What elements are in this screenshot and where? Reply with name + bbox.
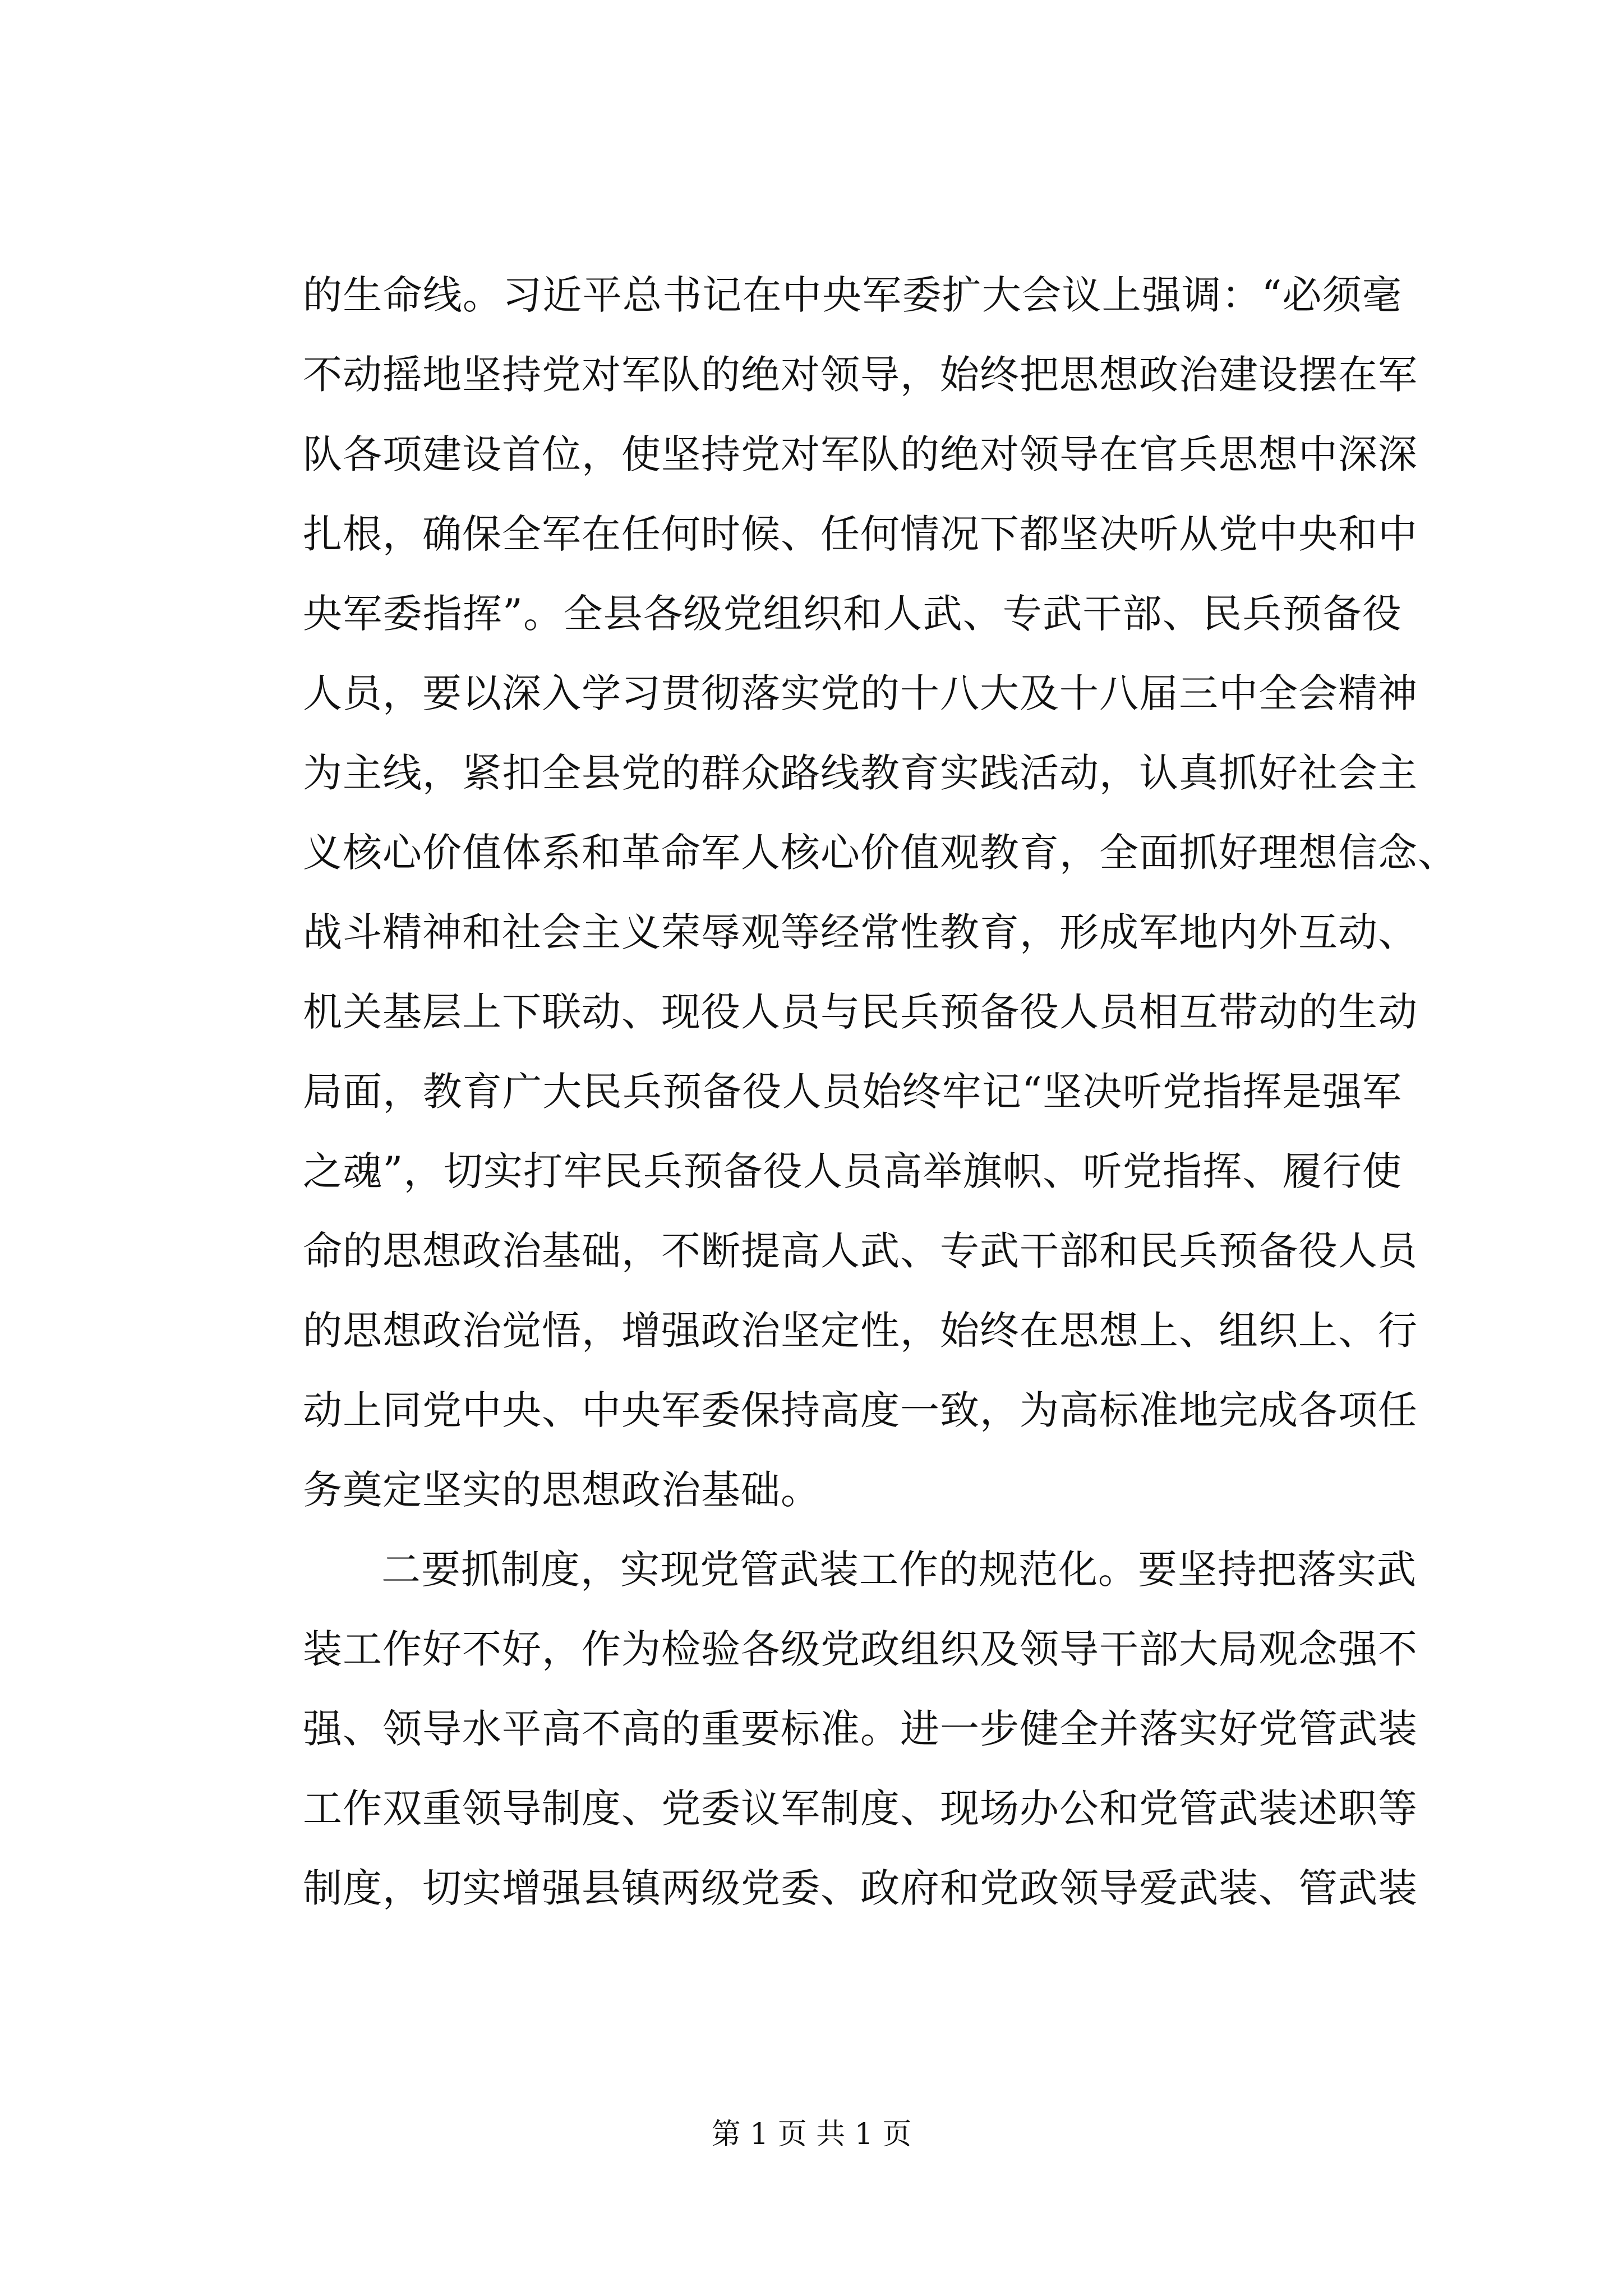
text-line: 二要抓制度，实现党管武装工作的规范化。要坚持把落实武 [381, 1547, 1417, 1593]
text-line: 战斗精神和社会主义荣辱观等经常性教育，形成军地内外互动、 [303, 909, 1418, 955]
text-line: 不动摇地坚持党对军队的绝对领导，始终把思想政治建设摆在军 [303, 352, 1418, 398]
text-line: 为主线，紧扣全县党的群众路线教育实践活动，认真抓好社会主 [303, 750, 1418, 796]
text-line: 央军委指挥”。全县各级党组织和人武、专武干部、民兵预备役 [303, 591, 1402, 637]
text-line: 之魂”，切实打牢民兵预备役人员高举旗帜、听党指挥、履行使 [303, 1148, 1402, 1194]
text-line: 工作双重领导制度、党委议军制度、现场办公和党管武装述职等 [303, 1786, 1418, 1832]
text-line: 队各项建设首位，使坚持党对军队的绝对领导在官兵思想中深深 [303, 431, 1418, 477]
text-line: 务奠定坚实的思想政治基础。 [303, 1467, 820, 1513]
text-line: 人员，要以深入学习贯彻落实党的十八大及十八届三中全会精神 [303, 670, 1418, 716]
text-line: 局面，教育广大民兵预备役人员始终牢记“坚决听党指挥是强军 [303, 1069, 1402, 1115]
text-line: 义核心价值体系和革命军人核心价值观教育，全面抓好理想信念、 [303, 830, 1458, 876]
text-line: 命的思想政治基础，不断提高人武、专武干部和民兵预备役人员 [303, 1228, 1418, 1274]
text-line: 强、领导水平高不高的重要标准。进一步健全并落实好党管武装 [303, 1706, 1418, 1752]
text-line: 机关基层上下联动、现役人员与民兵预备役人员相互带动的生动 [303, 989, 1418, 1035]
document-body [303, 255, 1458, 1928]
text-line: 的生命线。习近平总书记在中央军委扩大会议上强调：“必须毫 [303, 272, 1402, 318]
text-line: 制度，切实增强县镇两级党委、政府和党政领导爱武装、管武装 [303, 1865, 1418, 1911]
text-line: 扎根，确保全军在任何时候、任何情况下都坚决听从党中央和中 [303, 511, 1418, 557]
text-line: 动上同党中央、中央军委保持高度一致，为高标准地完成各项任 [303, 1387, 1418, 1433]
paragraph-1 [303, 255, 1458, 1530]
text-line: 的思想政治觉悟，增强政治坚定性，始终在思想上、组织上、行 [303, 1308, 1418, 1354]
page-number-footer: 第 1 页 共 1 页 [711, 2118, 912, 2151]
text-line: 装工作好不好，作为检验各级党政组织及领导干部大局观念强不 [303, 1626, 1418, 1672]
paragraph-2 [303, 1530, 1418, 1928]
